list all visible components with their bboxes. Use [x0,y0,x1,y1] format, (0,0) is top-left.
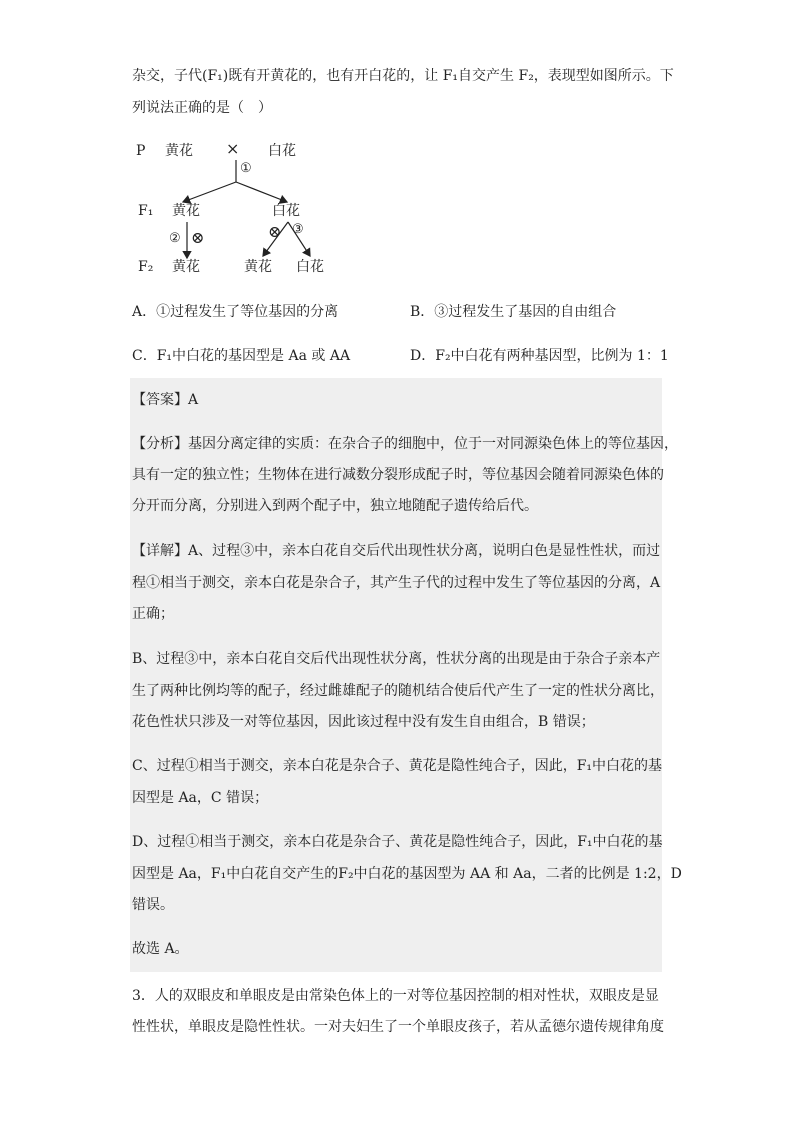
f1-generation-label: F₁ [138,203,154,219]
detail-b-line-2: 生了两种比例均等的配子，经过雌雄配子的随机结合使后代产生了一定的性状分离比， [132,683,664,699]
selfing-symbol-f1-white: ⊗ [268,222,282,241]
p-yellow-flower: 黄花 [165,143,193,159]
question-text-line-1: 杂交，子代(F₁)既有开黄花的，也有开白花的，让 F₁自交产生 F₂，表现型如图所示。下 [132,68,674,84]
analysis-line-1: 【分析】基因分离定律的实质：在杂合子的细胞中，位于一对同源染色体上的等位基因， [132,436,678,452]
detail-b-line-3: 花色性状只涉及一对等位基因，因此该过程中没有发生自由组合，B 错误； [132,714,595,730]
step-2-marker: ② [169,231,181,246]
next-question-line-2: 性性状，单眼皮是隐性性状。一对夫妇生了一个单眼皮孩子，若从孟德尔遗传规律角度 [132,1019,664,1035]
arrow-to-f1-white [236,182,287,202]
option-b: B．③过程发生了基因的自由组合 [410,304,617,320]
conclusion-line: 故选 A。 [132,941,189,957]
detail-a-line-2: 程①相当于测交，亲本白花是杂合子，其产生子代的过程中发生了等位基因的分离，A [132,575,661,591]
genetics-cross-diagram [0,0,794,300]
f2-white-flower: 白花 [296,259,324,275]
f2-yellow-flower-left: 黄花 [172,259,200,275]
f2-generation-label: F₂ [138,259,154,275]
step-3-marker: ③ [292,222,304,237]
step-1-marker: ① [240,161,252,176]
detail-d-line-2: 因型是 Aa，F₁中白花自交产生的F₂中白花的基因型为 AA 和 Aa，二者的比例是 1:2，D [132,866,682,882]
detail-d-line-1: D、过程①相当于测交，亲本白花是杂合子、黄花是隐性纯合子，因此，F₁中白花的基 [132,834,663,850]
cross-diagram-arrows [0,0,794,300]
option-d: D．F₂中白花有两种基因型，比例为 1：1 [410,348,669,364]
detail-c-line-1: C、过程①相当于测交，亲本白花是杂合子、黄花是隐性纯合子，因此，F₁中白花的基 [132,758,663,774]
option-a: A．①过程发生了等位基因的分离 [132,304,339,320]
detail-a-line-3: 正确； [132,606,174,622]
detail-a-line-1: 【详解】A、过程③中，亲本白花自交后代出现性状分离，说明白色是显性性状，而过 [132,543,661,559]
arrow-to-f1-yellow [183,182,236,202]
analysis-line-3: 分开而分离，分别进入到两个配子中，独立地随配子遗传给后代。 [132,498,538,514]
option-c: C．F₁中白花的基因型是 Aa 或 AA [132,348,351,364]
answer-line: 【答案】A [132,392,199,408]
question-text-line-2: 列说法正确的是（ ） [132,100,272,116]
next-question-line-1: 3．人的双眼皮和单眼皮是由常染色体上的一对等位基因控制的相对性状，双眼皮是显 [132,988,659,1004]
detail-b-line-1: B、过程③中，亲本白花自交后代出现性状分离，性状分离的出现是由于杂合子亲本产 [132,651,661,667]
f2-yellow-flower-mid: 黄花 [244,259,272,275]
cross-symbol: × [226,139,240,158]
detail-c-line-2: 因型是 Aa，C 错误； [132,790,269,806]
p-white-flower: 白花 [268,143,296,159]
f1-yellow-flower: 黄花 [172,203,200,219]
f1-white-flower: 白花 [272,203,300,219]
selfing-symbol-f1-yellow: ⊗ [191,228,205,247]
detail-d-line-3: 错误。 [132,897,174,913]
p-generation-label: P [136,143,146,159]
analysis-line-2: 具有一定的独立性；生物体在进行减数分裂形成配子时，等位基因会随着同源染色体的 [132,467,664,483]
